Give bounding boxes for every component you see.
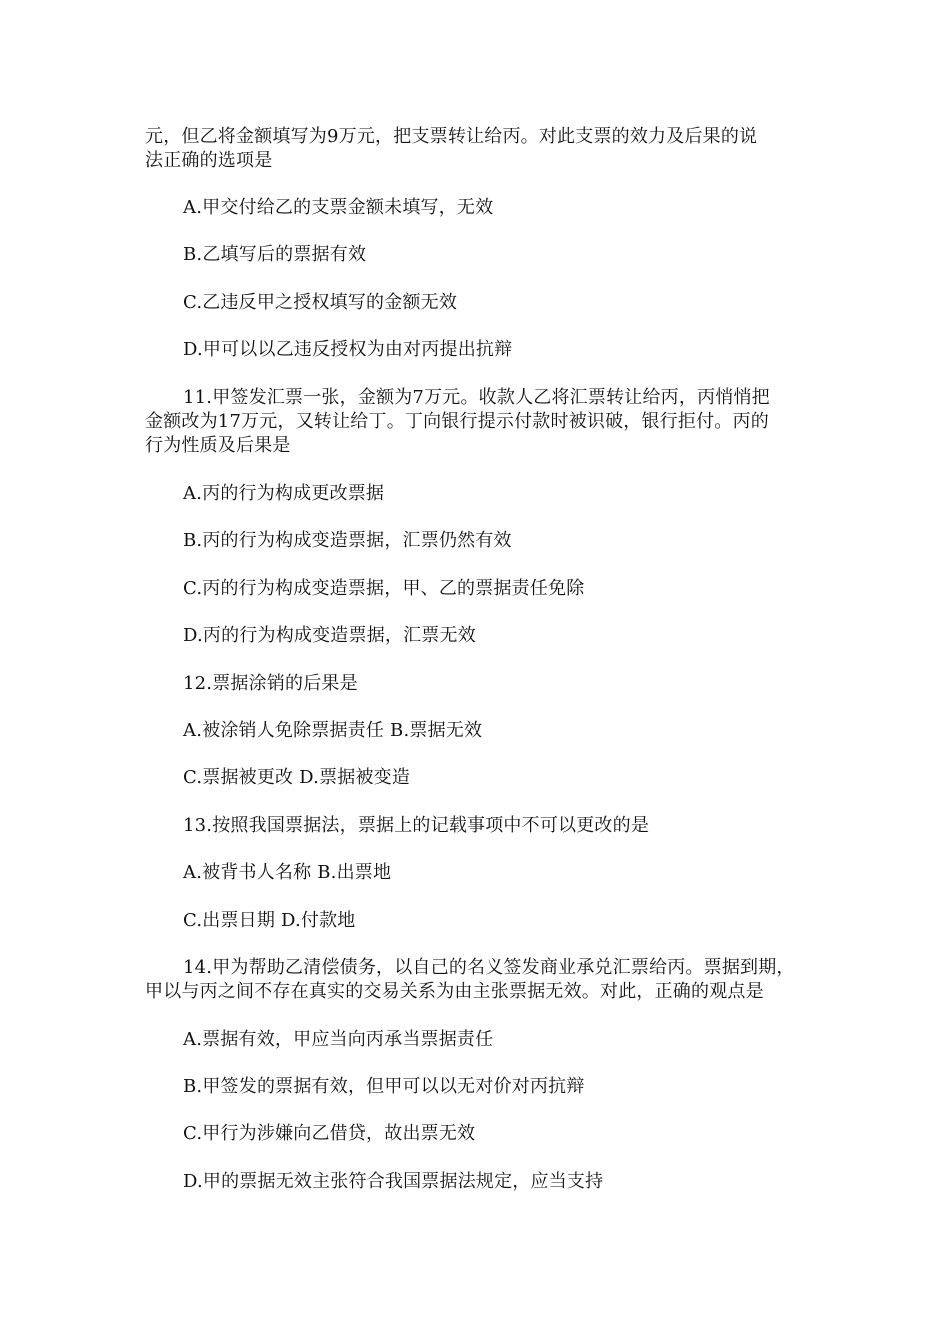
q14-option-d: D.甲的票据无效主张符合我国票据法规定，应当支持 <box>183 1171 604 1192</box>
q13-options-ab: A.被背书人名称 B.出票地 <box>183 862 392 883</box>
q10-option-c: C.乙违反甲之授权填写的金额无效 <box>183 292 458 313</box>
q10-option-a: A.甲交付给乙的支票金额未填写，无效 <box>183 197 494 218</box>
q11-option-d: D.丙的行为构成变造票据，汇票无效 <box>183 625 476 646</box>
q11-stem-line-2: 金额改为17万元，又转让给丁。丁向银行提示付款时被识破，银行拒付。丙的 <box>145 411 769 432</box>
q14-stem-line-1: 14.甲为帮助乙清偿债务，以自己的名义签发商业承兑汇票给丙。票据到期， <box>183 957 795 978</box>
q11-option-a: A.丙的行为构成更改票据 <box>183 483 385 504</box>
q10-option-d: D.甲可以以乙违反授权为由对丙提出抗辩 <box>183 339 513 360</box>
q14-option-a: A.票据有效，甲应当向丙承当票据责任 <box>183 1029 494 1050</box>
q13-options-cd: C.出票日期 D.付款地 <box>183 910 356 931</box>
q13-stem: 13.按照我国票据法，票据上的记载事项中不可以更改的是 <box>183 815 650 836</box>
q11-option-c: C.丙的行为构成变造票据，甲、乙的票据责任免除 <box>183 578 585 599</box>
q14-stem-line-2: 甲以与丙之间不存在真实的交易关系为由主张票据无效。对此，正确的观点是 <box>145 981 764 1002</box>
q11-stem-line-1: 11.甲签发汇票一张，金额为7万元。收款人乙将汇票转让给丙，丙悄悄把 <box>183 387 770 408</box>
q10-option-b: B.乙填写后的票据有效 <box>183 244 367 265</box>
q12-stem: 12.票据涂销的后果是 <box>183 673 358 694</box>
q14-option-c: C.甲行为涉嫌向乙借贷，故出票无效 <box>183 1123 476 1144</box>
q11-option-b: B.丙的行为构成变造票据，汇票仍然有效 <box>183 530 512 551</box>
q10-stem-line-2: 法正确的选项是 <box>145 150 273 171</box>
q12-options-ab: A.被涂销人免除票据责任 B.票据无效 <box>183 720 483 741</box>
q14-option-b: B.甲签发的票据有效，但甲可以以无对价对丙抗辩 <box>183 1076 585 1097</box>
q11-stem-line-3: 行为性质及后果是 <box>145 435 291 456</box>
q10-stem-line-1: 元，但乙将金额填写为9万元，把支票转让给丙。对此支票的效力及后果的说 <box>145 126 758 147</box>
q12-options-cd: C.票据被更改 D.票据被变造 <box>183 767 411 788</box>
